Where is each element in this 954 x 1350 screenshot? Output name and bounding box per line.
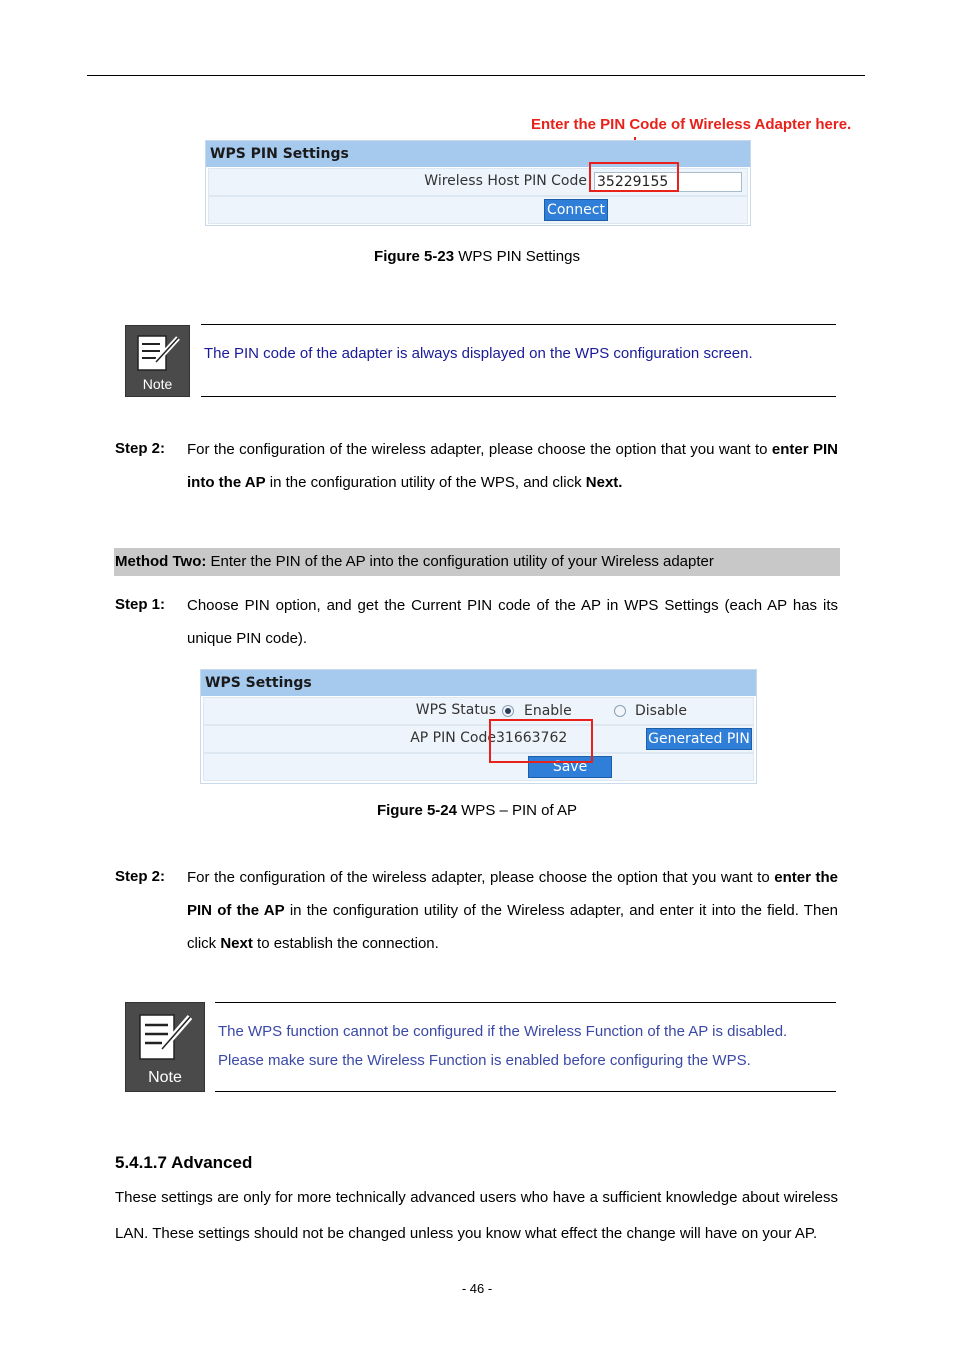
step-label: Step 1: [115, 596, 166, 613]
header-rule [87, 75, 865, 76]
pencil-paper-icon [126, 1003, 204, 1067]
caption-text: WPS PIN Settings [454, 248, 580, 265]
method-text: Enter the PIN of the AP into the configuration utility of your Wireless adapter [206, 553, 714, 570]
step-text-part: in the configuration utility of the WPS, and click [265, 474, 586, 491]
figure-5-23-caption [0, 248, 954, 265]
generated-pin-button[interactable]: Generated PIN [646, 728, 752, 750]
section-body: These settings are only for more technically advanced users who have a sufficient knowledge about wireless LAN. These settings should not be changed unless you know what effect the change will have on your AP. [115, 1189, 838, 1242]
connect-button[interactable]: Connect [544, 199, 608, 221]
step-text-part: For the configuration of the wireless adapter, please choose the option that you want to [187, 441, 772, 458]
note-icon [125, 1002, 205, 1092]
step-text-part: in the configuration utility of the Wireless adapter, and enter it into the field. Then click [187, 902, 838, 952]
note-rule-top [215, 1002, 836, 1003]
figure-5-24-caption [0, 802, 954, 819]
step-text-bold: Next. [585, 474, 623, 491]
caption-text: WPS – PIN of AP [456, 802, 578, 819]
step-text [187, 861, 838, 960]
step-text-bold: enter the PIN of the AP [187, 869, 838, 919]
disable-radio[interactable] [614, 705, 626, 717]
pin-callout: Enter the PIN Code of Wireless Adapter here. [531, 116, 852, 133]
host-pin-label: Wireless Host PIN Code [424, 173, 587, 189]
note-text [218, 1017, 787, 1075]
save-row [203, 753, 754, 781]
method-two-banner [114, 548, 840, 576]
connect-row [208, 196, 748, 224]
section-heading: 5.4.1.7 Advanced [115, 1153, 253, 1172]
ap-pin-row [203, 725, 754, 753]
page-number: - 46 - [461, 1281, 493, 1296]
panel-header: WPS PIN Settings [206, 141, 750, 167]
step-text: Choose PIN option, and get the Current PIN code of the AP in WPS Settings (each AP has its unique PIN code). [187, 597, 838, 647]
wps-status-row [203, 697, 754, 725]
step-label: Step 2: [115, 440, 166, 457]
note-icon-word: Note [148, 1069, 182, 1086]
step-text-bold: enter PIN into the AP [187, 441, 838, 491]
note-rule-bottom [201, 396, 836, 397]
wps-settings-panel [200, 669, 757, 784]
step-text [187, 433, 838, 499]
note-line-1: The WPS function cannot be configured if the Wireless Function of the AP is disabled. [218, 1023, 788, 1040]
note-line-2: Please make sure the Wireless Function is enabled before configuring the WPS. [218, 1052, 751, 1069]
disable-label: Disable [635, 703, 687, 719]
note-rule-bottom [215, 1091, 836, 1092]
highlight-box-host-pin [589, 162, 679, 192]
ap-pin-label: AP PIN Code [410, 730, 496, 746]
step-text-part: to establish the connection. [252, 935, 439, 952]
note-icon [125, 325, 190, 397]
pencil-paper-icon [126, 326, 189, 376]
step-label: Step 2: [115, 868, 166, 885]
note-rule-top [201, 324, 836, 325]
step-text-bold: Next [220, 935, 253, 952]
note-icon-word: Note [142, 376, 173, 392]
ap-pin-value: 31663762 [496, 730, 568, 746]
step-text-part: For the configuration of the wireless adapter, please choose the option that you want to [187, 869, 775, 886]
caption-number: Figure 5-23 [374, 248, 455, 265]
caption-number: Figure 5-24 [376, 802, 457, 819]
note-text: The PIN code of the adapter is always displayed on the WPS configuration screen. [204, 345, 753, 362]
wps-status-label: WPS Status [415, 702, 496, 718]
highlight-box-ap-pin [489, 719, 593, 763]
panel-header: WPS Settings [201, 670, 756, 696]
method-title: Method Two: [115, 553, 207, 570]
save-button[interactable]: Save [528, 756, 612, 778]
enable-radio[interactable] [502, 705, 514, 717]
enable-label: Enable [524, 703, 572, 719]
